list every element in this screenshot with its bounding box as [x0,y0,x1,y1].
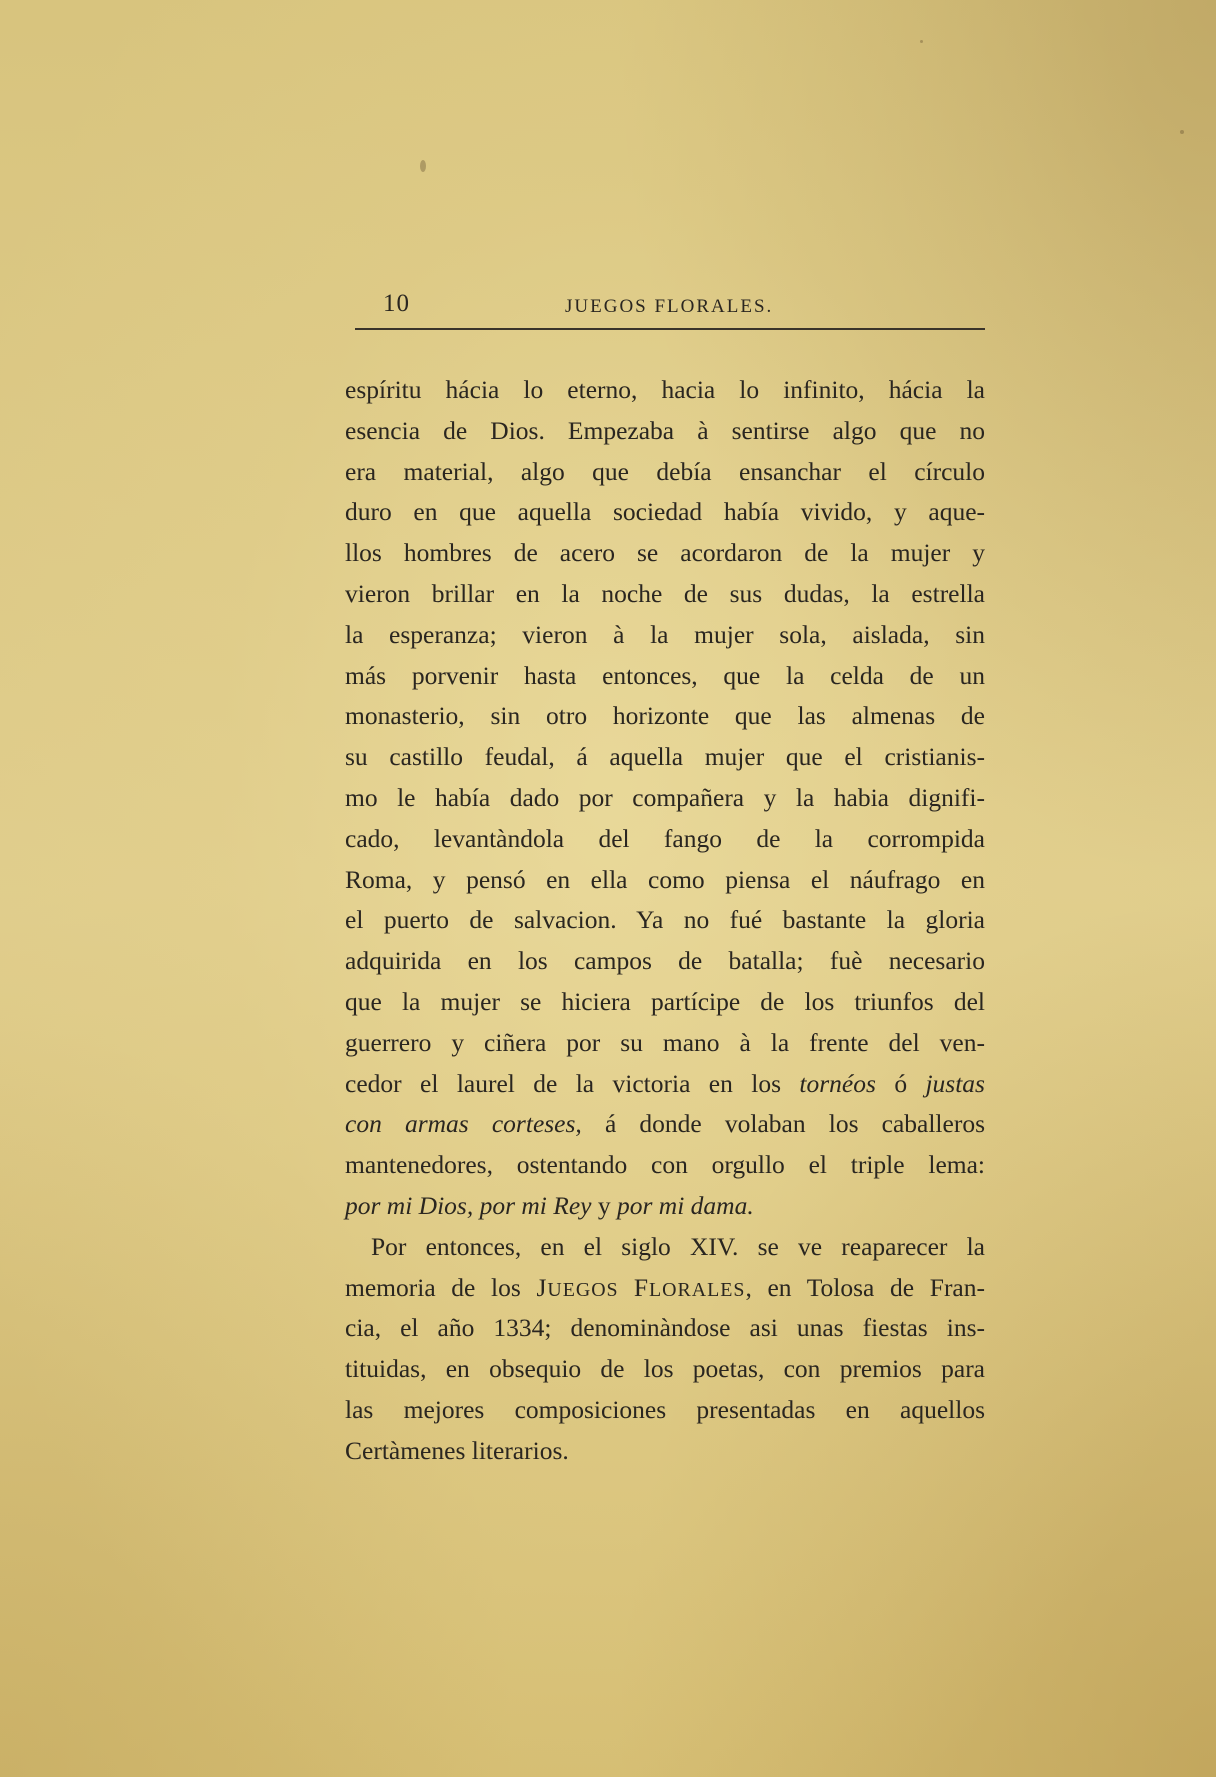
paper-speck [420,160,426,172]
italic-term: con armas corteses, [345,1109,582,1139]
text-line [345,1268,985,1309]
small-caps-initial: F [633,1272,650,1302]
text-span: cedor el laurel de la victoria en los [345,1068,800,1098]
text-line: su castillo feudal, á aquella mujer que el cristianis- [345,742,985,772]
text-line: guerrero y ciñera por su mano à la frente del ven- [345,1027,985,1057]
text-line: tituidas, en obsequio de los poetas, con premios para [345,1354,985,1384]
text-line: que la mujer se hiciera partícipe de los triunfos del [345,986,985,1016]
text-span: á donde volaban los caballeros [581,1109,985,1139]
text-line [345,1186,985,1227]
text-line: espíritu hácia lo eterno, hacia lo infinito, hácia la [345,375,985,404]
text-line [345,1104,985,1145]
text-line: las mejores composiciones presentadas en aquellos [345,1394,985,1424]
text-line: más porvenir hasta entonces, que la celda de un [345,660,985,690]
text-line: vieron brillar en la noche de sus dudas, la estrella [345,578,985,608]
paragraph-start-line: Por entonces, en el siglo XIV. se ve reaparecer la [371,1231,985,1261]
small-caps-initial: J [536,1272,548,1302]
header-rule [355,328,985,330]
paper-speck [920,40,923,43]
motto: por mi dama. [616,1190,754,1220]
text-line: esencia de Dios. Empezaba à sentirse algo que no [345,415,985,445]
small-caps-text: UEGOS [547,1278,634,1301]
page-number: 10 [383,290,410,317]
text-span: ó [875,1068,926,1098]
text-line: era material, algo que debía ensanchar el círculo [345,456,985,486]
text-line: llos hombres de acero se acordaron de la mujer y [345,538,985,568]
body-text [345,370,985,1472]
text-line: cia, el año 1334; denominàndose asi unas fiestas ins- [345,1313,985,1343]
text-line: cado, levantàndola del fango de la corrompida [345,823,985,853]
text-span: y [591,1190,617,1220]
running-head: JUEGOS FLORALES. [565,296,774,317]
text-line: adquirida en los campos de batalla; fuè necesario [345,946,985,976]
text-line: monasterio, sin otro horizonte que las almenas de [345,701,985,731]
small-caps-title [536,1272,746,1302]
text-line: Certàmenes literarios. [345,1435,569,1465]
paper-speck [1180,130,1184,134]
text-span: memoria de los [345,1272,537,1302]
text-line: mo le había dado por compañera y la habia dignifi- [345,782,985,812]
text-line: Roma, y pensó en ella como piensa el náufrago en [345,864,985,894]
text-line: mantenedores, ostentando con orgullo el triple lema: [345,1150,985,1180]
motto: por mi Dios, por mi Rey [345,1190,592,1220]
text-line [345,1064,985,1105]
text-line: la esperanza; vieron à la mujer sola, aislada, sin [345,619,985,649]
italic-term: tornéos [799,1068,876,1098]
page-header [355,290,985,330]
italic-term: justas [925,1068,985,1098]
text-span: , en Tolosa de Fran- [745,1272,985,1302]
text-line: duro en que aquella sociedad había vivido, y aque- [345,497,985,527]
text-line: el puerto de salvacion. Ya no fué bastante la gloria [345,905,985,935]
small-caps-text: LORALES [649,1278,746,1301]
